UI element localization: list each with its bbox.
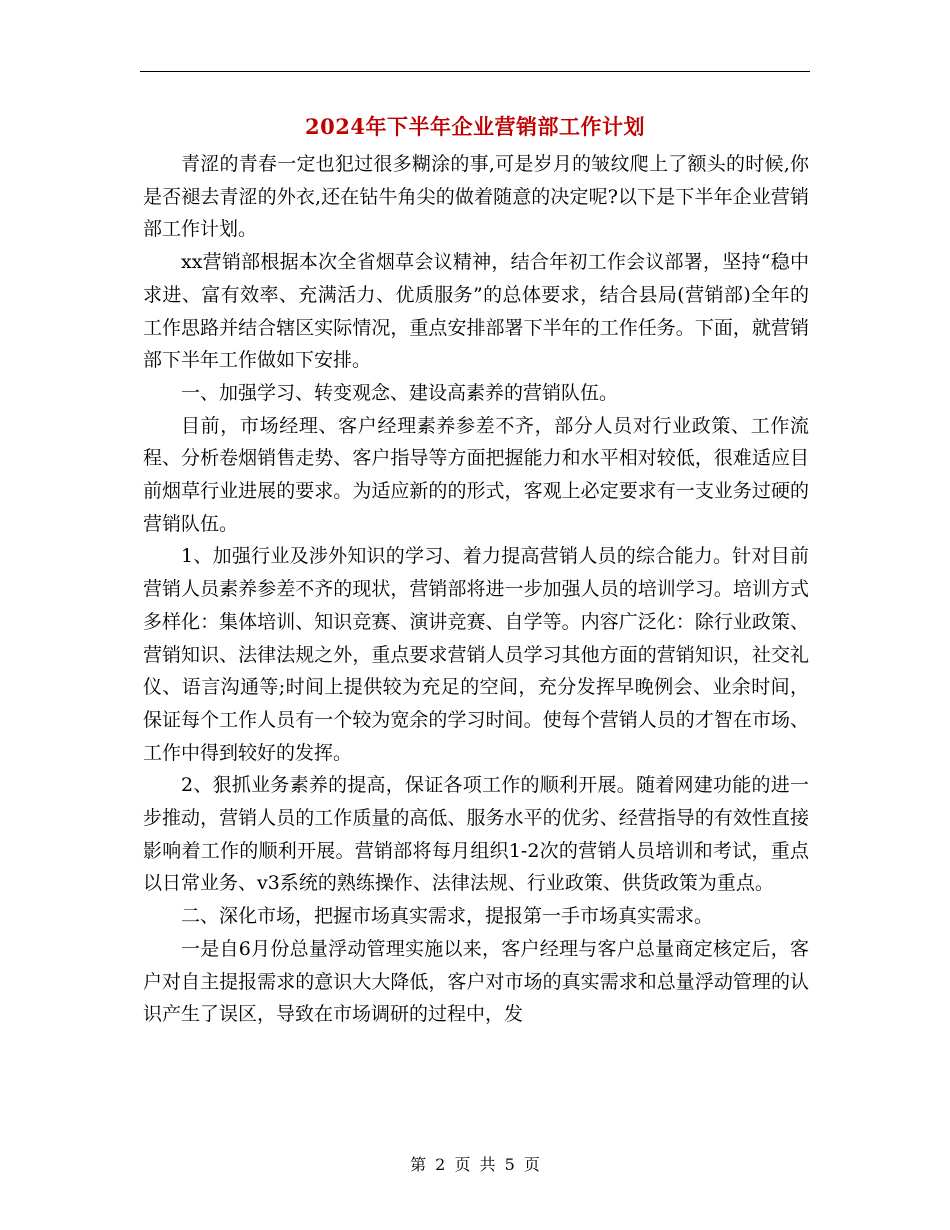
- paragraph-current-status: 目前，市场经理、客户经理素养参差不齐，部分人员对行业政策、工作流程、分析卷烟销售走势、客户指导等方面把握能力和水平相对较低，很难适应目前烟草行业进展的要求。为适应新的的形式，客观上必定要求有一支业务过硬的营销队伍。: [143, 414, 809, 535]
- heading-section-1: 一、加强学习、转变观念、建设高素养的营销队伍。: [181, 381, 619, 404]
- paragraph-point-1: 一是自6月份总量浮动管理实施以来，客户经理与客户总量商定核定后，客户对自主提报需求的意识大大降低，客户对市场的真实需求和总量浮动管理的认识产生了误区，导致在市场调研的过程中，发: [143, 937, 809, 1026]
- page-footer: 第 2 页 共 5 页: [410, 1155, 540, 1174]
- document-title: 2024年下半年企业营销部工作计划: [305, 114, 645, 139]
- heading-section-2: 二、深化市场，把握市场真实需求，提报第一手市场真实需求。: [181, 905, 714, 928]
- paragraph-intro: 青涩的青春一定也犯过很多糊涂的事,可是岁月的皱纹爬上了额头的时候,你是否褪去青涩的外衣,还在钻牛角尖的做着随意的决定呢?以下是下半年企业营销部工作计划。: [143, 153, 809, 241]
- paragraph-item-1: 1、加强行业及涉外知识的学习、着力提高营销人员的综合能力。针对目前营销人员素养参差不齐的现状，营销部将进一步加强人员的培训学习。培训方式多样化：集体培训、知识竞赛、演讲竞赛、自学等。内容广泛化：除行业政策、营销知识、法律法规之外，重点要求营销人员学习其他方面的营销知识，社交礼仪、语言沟通等;时间上提供较为充足的空间，充分发挥早晚例会、业余时间，保证每个工作人员有一个较为宽余的学习时间。使每个营销人员的才智在市场、工作中得到较好的发挥。: [143, 545, 809, 764]
- paragraph-overview: xx营销部根据本次全省烟草会议精神，结合年初工作会议部署，坚持“稳中求进、富有效率、充满活力、优质服务”的总体要求，结合县局(营销部)全年的工作思路并结合辖区实际情况，重点安排部署下半年的工作任务。下面，就营销部下半年工作做如下安排。: [143, 251, 809, 372]
- document-body: [143, 148, 809, 1031]
- paragraph-item-2: 2、狠抓业务素养的提高，保证各项工作的顺利开展。随着网建功能的进一步推动，营销人员的工作质量的高低、服务水平的优劣、经营指导的有效性直接影响着工作的顺利开展。营销部将每月组织1-2次的营销人员培训和考试，重点以日常业务、v3系统的熟练操作、法律法规、行业政策、供货政策为重点。: [143, 774, 809, 895]
- header-rule: [140, 71, 810, 72]
